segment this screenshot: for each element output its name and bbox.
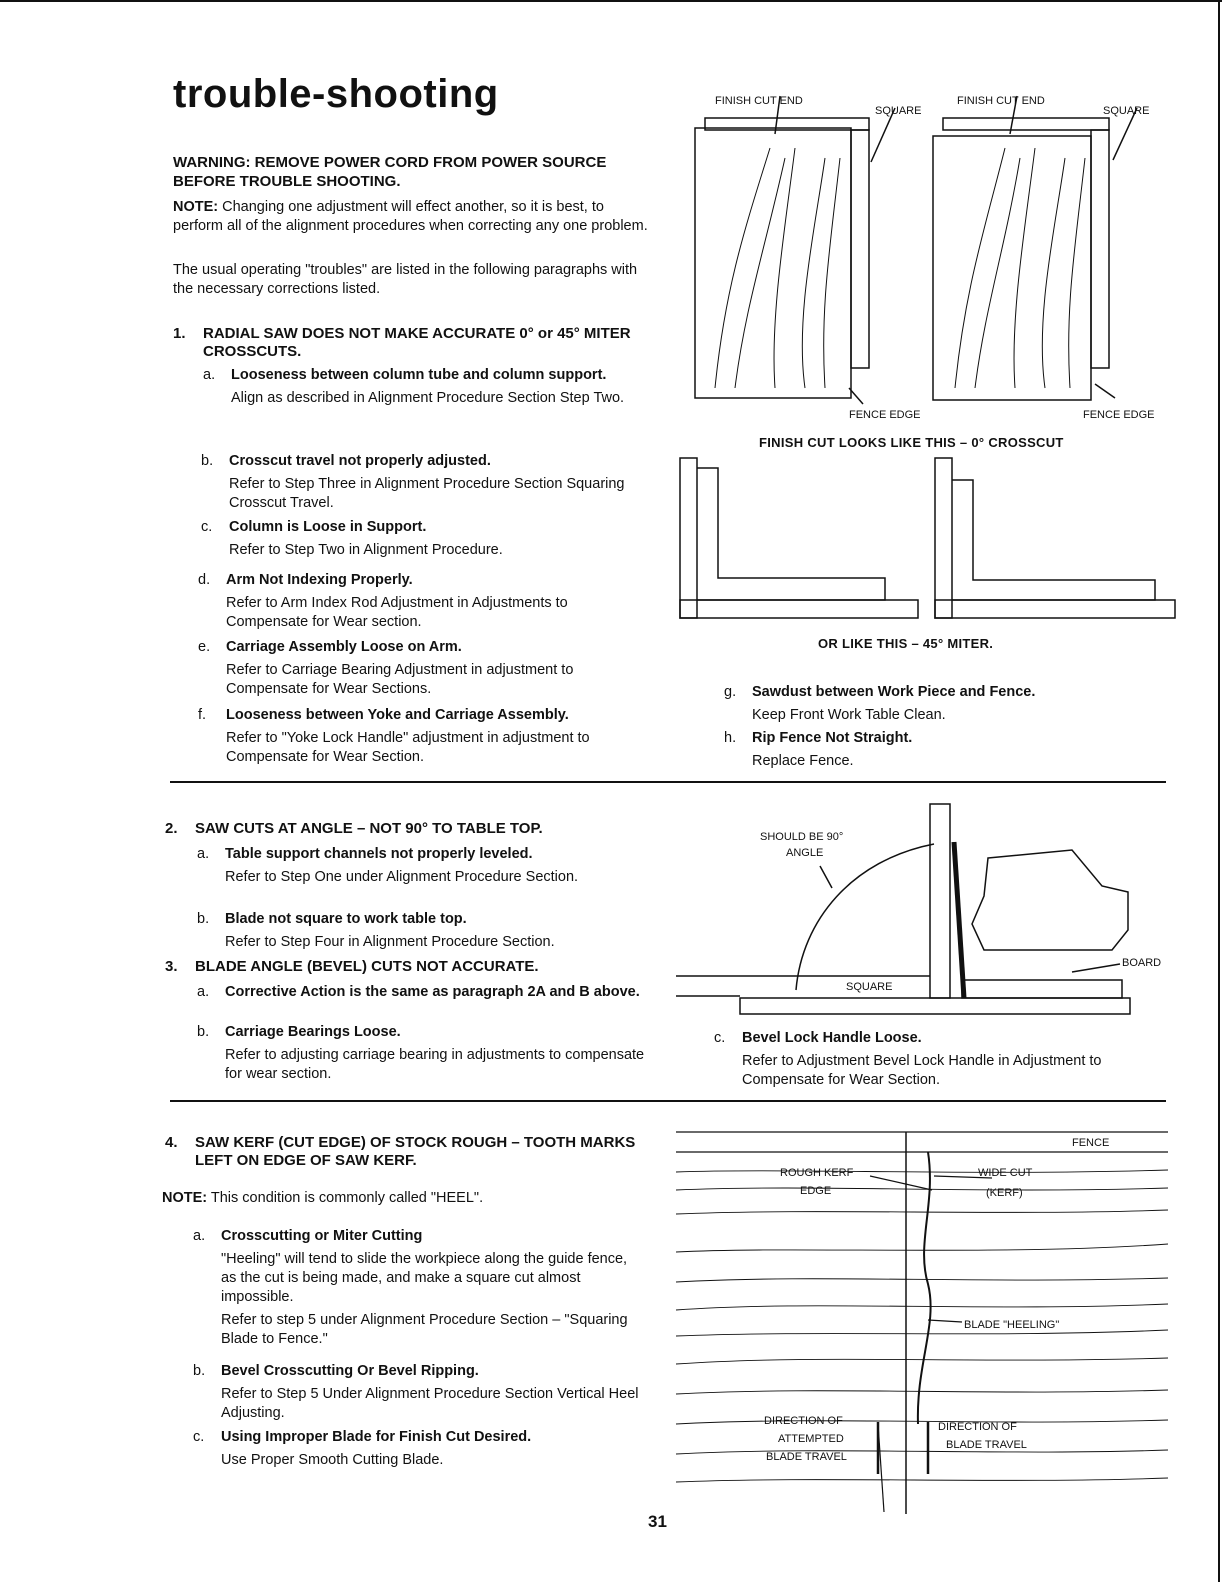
label-kerf: (KERF) (986, 1187, 1023, 1199)
label-fence-edge-2: FENCE EDGE (1083, 409, 1155, 421)
item-body: Refer to Arm Index Rod Adjustment in Adjustments to Compensate for Wear section. (226, 595, 568, 630)
caption-0-crosscut: FINISH CUT LOOKS LIKE THIS – 0° CROSSCUT (759, 435, 1064, 450)
item-head: Bevel Lock Handle Loose. (742, 1030, 922, 1046)
item-body: "Heeling" will tend to slide the workpiece along the guide fence, as the cut is being made, and make a square cut almost impossible. (221, 1251, 628, 1305)
item-body: Use Proper Smooth Cutting Blade. (221, 1452, 444, 1468)
item-body: Refer to Adjustment Bevel Lock Handle in Adjustment to Compensate for Wear Section. (742, 1053, 1102, 1088)
item-letter: d. (198, 572, 211, 588)
l-square-2-base (935, 600, 1175, 618)
board-pointer (1072, 964, 1120, 972)
s4-item-b (193, 1362, 641, 1423)
kerf-rough-edge (918, 1152, 931, 1424)
item-letter: c. (201, 519, 213, 535)
item-head: Carriage Assembly Loose on Arm. (226, 639, 462, 655)
note-label: NOTE: (162, 1190, 208, 1206)
item-letter: f. (198, 707, 207, 723)
item-head: Using Improper Blade for Finish Cut Desired. (221, 1429, 532, 1445)
s2-item-a (197, 845, 645, 887)
crosscut-figure (675, 88, 1195, 668)
item-letter: c. (193, 1429, 205, 1445)
item-head: Table support channels not properly leveled. (225, 846, 533, 862)
angle-pointer (820, 866, 832, 888)
divider-2 (170, 1100, 1166, 1102)
item-letter: b. (201, 453, 214, 469)
item-body: Refer to Step One under Alignment Procedure Section. (225, 869, 579, 885)
item-letter: h. (724, 730, 737, 746)
heel-figure (672, 1124, 1172, 1519)
s1-item-c (201, 518, 649, 560)
label-finish-cut-end-1: FINISH CUT END (715, 95, 803, 107)
label-dir-attempted-3: BLADE TRAVEL (766, 1451, 847, 1463)
section4-number: 4. (165, 1134, 178, 1151)
l-square-1-base (680, 600, 918, 618)
item-body: Align as described in Alignment Procedure Section Step Two. (231, 390, 625, 406)
section2-number: 2. (165, 820, 178, 837)
s2-item-b (197, 910, 645, 952)
item-body: Keep Front Work Table Clean. (752, 707, 946, 723)
s4-item-a (193, 1227, 641, 1349)
item-head: Looseness between column tube and column support. (231, 367, 607, 383)
label-angle: ANGLE (786, 847, 824, 859)
label-blade-heeling: BLADE "HEELING" (964, 1319, 1060, 1331)
item-letter: a. (203, 367, 216, 383)
label-dir-attempted-2: ATTEMPTED (778, 1433, 844, 1445)
item-head: Blade not square to work table top. (225, 911, 467, 927)
item-head: Arm Not Indexing Properly. (226, 572, 413, 588)
divider-1 (170, 781, 1166, 783)
section2-heading (165, 820, 650, 838)
label-finish-cut-end-2: FINISH CUT END (957, 95, 1045, 107)
item-body: Refer to "Yoke Lock Handle" adjustment in adjustment to Compensate for Wear Section. (226, 730, 590, 765)
s3-item-b (197, 1023, 645, 1084)
page-number: 31 (648, 1512, 667, 1531)
motor-housing (972, 850, 1128, 950)
item-head: Crosscutting or Miter Cutting (221, 1228, 423, 1244)
s1-item-h (724, 729, 1152, 771)
table-top (740, 998, 1130, 1014)
item-head: Carriage Bearings Loose. (225, 1024, 401, 1040)
intro-usual: The usual operating "troubles" are listed in the following paragraphs with the necessary corrections listed. (173, 262, 638, 297)
note-label: NOTE: (173, 199, 219, 215)
item-letter: b. (197, 911, 210, 927)
wood-grain (676, 1170, 1168, 1482)
grain-1 (715, 148, 840, 388)
grain-2 (955, 148, 1085, 388)
s1-item-b (201, 452, 649, 513)
label-square-2: SQUARE (1103, 105, 1150, 117)
note-text: Changing one adjustment will effect another, so it is best, to perform all of the alignment procedures when correcting any one problem. (173, 199, 648, 234)
section1-heading-text: RADIAL SAW DOES NOT MAKE ACCURATE 0° or 45° MITER CROSSCUTS. (203, 325, 631, 360)
board (962, 980, 1122, 998)
item-letter: e. (198, 639, 211, 655)
item-body-2: Refer to step 5 under Alignment Procedure Section – "Squaring Blade to Fence." (221, 1312, 628, 1347)
section2-heading-text: SAW CUTS AT ANGLE – NOT 90° TO TABLE TOP. (195, 820, 543, 837)
item-body: Refer to Step Three in Alignment Procedure Section Squaring Crosscut Travel. (229, 476, 625, 511)
section3-heading-text: BLADE ANGLE (BEVEL) CUTS NOT ACCURATE. (195, 958, 539, 975)
s1-item-e (198, 638, 646, 699)
page-title: trouble-shooting (173, 72, 499, 116)
s3-item-c (714, 1029, 1160, 1090)
label-square: SQUARE (846, 981, 893, 993)
s1-item-d (198, 571, 646, 632)
saw-blade (954, 842, 964, 998)
square-2-top-blade (943, 118, 1109, 130)
section4-note (162, 1189, 642, 1208)
item-head: Looseness between Yoke and Carriage Assembly. (226, 707, 569, 723)
section4-heading (165, 1134, 643, 1170)
item-head: Bevel Crosscutting Or Bevel Ripping. (221, 1363, 479, 1379)
top-border (0, 0, 1222, 2)
label-square-1: SQUARE (875, 105, 922, 117)
item-head: Column is Loose in Support. (229, 519, 427, 535)
label-fence: FENCE (1072, 1137, 1110, 1149)
item-letter: c. (714, 1030, 726, 1046)
item-head: Sawdust between Work Piece and Fence. (752, 684, 1036, 700)
section3-heading (165, 958, 650, 976)
warning-text: WARNING: REMOVE POWER CORD FROM POWER SOURCE BEFORE TROUBLE SHOOTING. (173, 154, 607, 190)
section4-heading-text: SAW KERF (CUT EDGE) OF STOCK ROUGH – TOOTH MARKS LEFT ON EDGE OF SAW KERF. (195, 1134, 636, 1169)
item-head: Crosscut travel not properly adjusted. (229, 453, 491, 469)
bevel-figure (672, 800, 1172, 1020)
s3-item-a (197, 983, 645, 1002)
section3-number: 3. (165, 958, 178, 975)
caption-45-miter: OR LIKE THIS – 45° MITER. (818, 636, 994, 651)
board-2-outline (933, 136, 1091, 400)
item-body: Replace Fence. (752, 753, 854, 769)
square-2-side-blade (1091, 130, 1109, 368)
item-head: Corrective Action is the same as paragraph 2A and B above. (225, 984, 640, 1000)
square-1-side-blade (851, 130, 869, 368)
item-letter: a. (197, 984, 210, 1000)
item-body: Refer to Step 5 Under Alignment Procedure Section Vertical Heel Adjusting. (221, 1386, 639, 1421)
s4-item-c (193, 1428, 641, 1470)
label-wide-cut: WIDE CUT (978, 1167, 1033, 1179)
note-text: This condition is commonly called "HEEL". (210, 1190, 484, 1206)
label-board: BOARD (1122, 957, 1162, 969)
l-square-2-handle (935, 458, 952, 618)
label-should-be-90: SHOULD BE 90° (760, 831, 844, 843)
item-letter: b. (193, 1363, 206, 1379)
s1-item-f (198, 706, 646, 767)
item-body: Refer to Step Four in Alignment Procedure Section. (225, 934, 555, 950)
label-dir-attempted-1: DIRECTION OF (764, 1415, 843, 1427)
label-dir-blade-2: BLADE TRAVEL (946, 1439, 1027, 1451)
blade-heeling-pointer (928, 1320, 962, 1322)
s1-item-g (724, 683, 1152, 725)
item-letter: a. (193, 1228, 206, 1244)
fence-post (930, 804, 950, 998)
section1-number: 1. (173, 325, 186, 342)
item-body: Refer to Step Two in Alignment Procedure. (229, 542, 503, 558)
label-rough-kerf: ROUGH KERF (780, 1167, 854, 1179)
section1-heading (173, 325, 651, 361)
s1-item-a (203, 366, 649, 408)
l-square-2-blade (952, 480, 1155, 600)
item-letter: g. (724, 684, 737, 700)
item-body: Refer to Carriage Bearing Adjustment in adjustment to Compensate for Wear Sections. (226, 662, 574, 697)
item-letter: b. (197, 1024, 210, 1040)
rough-kerf-pointer (870, 1176, 932, 1190)
l-square-1-handle (680, 458, 697, 618)
l-square-1-blade (697, 468, 885, 600)
pointer-fence-2 (1095, 384, 1115, 398)
intro-note (173, 198, 651, 236)
angle-arc (796, 844, 934, 990)
item-body: Refer to adjusting carriage bearing in adjustments to compensate for wear section. (225, 1047, 645, 1082)
label-edge: EDGE (800, 1185, 832, 1197)
item-head: Rip Fence Not Straight. (752, 730, 913, 746)
right-border (1218, 0, 1220, 1582)
label-fence-edge-1: FENCE EDGE (849, 409, 921, 421)
item-letter: a. (197, 846, 210, 862)
label-dir-blade-1: DIRECTION OF (938, 1421, 1017, 1433)
